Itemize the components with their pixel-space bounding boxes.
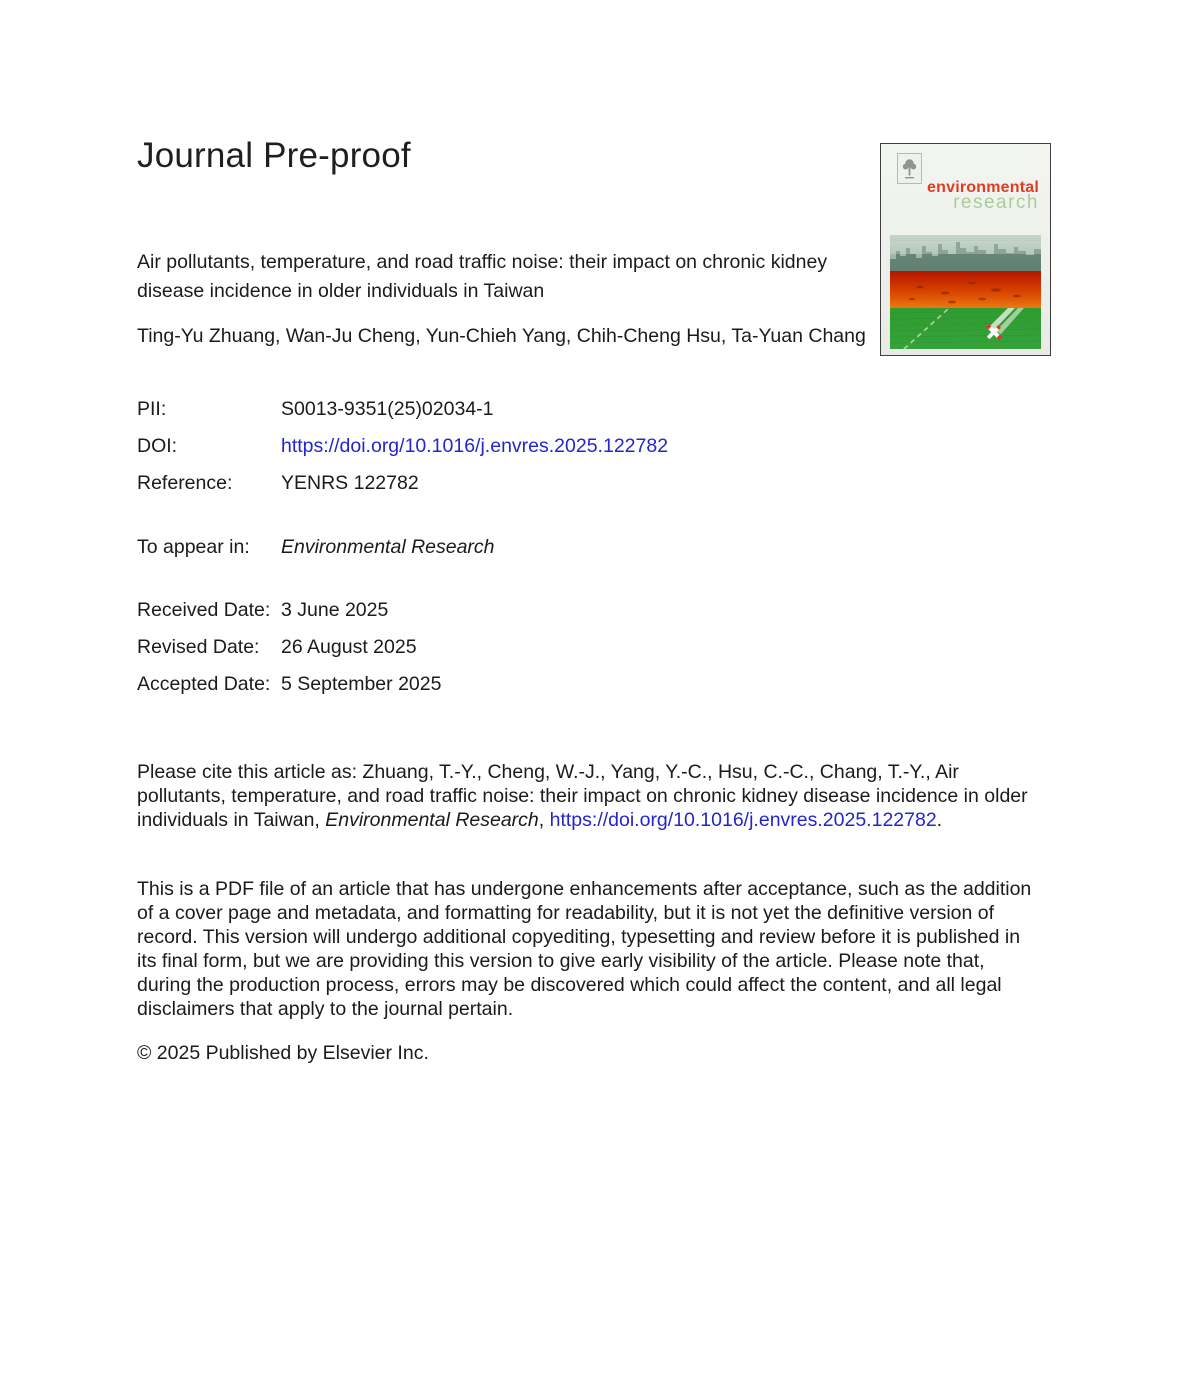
pii-value: S0013-9351(25)02034-1 — [281, 398, 494, 420]
article-title: Air pollutants, temperature, and road traffic noise: their impact on chronic kidney disease incidence in older individuals in Taiwan — [137, 251, 828, 302]
accepted-date-value: 5 September 2025 — [281, 673, 442, 695]
citation-period: . — [936, 809, 943, 831]
cover-art-image — [890, 235, 1041, 349]
accepted-date-label: Accepted Date: — [137, 673, 271, 695]
citation-doi-link[interactable]: https://doi.org/10.1016/j.envres.2025.122782 — [549, 809, 937, 831]
article-authors: Ting-Yu Zhuang, Wan-Ju Cheng, Yun-Chieh Yang, Chih-Cheng Hsu, Ta-Yuan Chang — [137, 325, 866, 347]
journal-name-research: research — [953, 192, 1039, 213]
pii-label: PII: — [137, 398, 167, 420]
received-date-value: 3 June 2025 — [281, 599, 389, 621]
meta-row-doi — [137, 435, 668, 458]
meta-row-received-date — [137, 599, 388, 622]
revised-date-value: 26 August 2025 — [281, 636, 417, 658]
received-date-label: Received Date: — [137, 599, 271, 621]
meta-row-pii — [137, 398, 494, 421]
reference-label: Reference: — [137, 472, 233, 494]
preproof-disclaimer: This is a PDF file of an article that has undergone enhancements after acceptance, such as the addition of a cover page and metadata, and formatting for readability, but it is not yet the definitive version of record. This version will undergo additional copyediting, typesetting and review before it is published in its final form, but we are providing this version to give early visibility of the article. Please note that, during the production process, errors may be discovered which could affect the content, and all legal disclaimers that apply to the journal pertain. — [137, 878, 1032, 1020]
to-appear-journal: Environmental Research — [281, 536, 495, 558]
citation-text: Please cite this article as: Zhuang, T.-Y., Cheng, W.-J., Yang, Y.-C., Hsu, C.-C., Chang, T.-Y., Air pollutants, temperature, and road traffic noise: their impact on chronic kidney disease incidence in older individuals in Taiwan, — [137, 761, 1028, 831]
revised-date-label: Revised Date: — [137, 636, 260, 658]
page-title: Journal Pre-proof — [137, 136, 411, 175]
to-appear-label: To appear in: — [137, 536, 250, 558]
journal-brand — [927, 180, 1039, 212]
meta-row-revised-date — [137, 636, 417, 659]
meta-row-to-appear-in — [137, 536, 495, 559]
meta-row-reference — [137, 472, 419, 495]
meta-row-accepted-date — [137, 673, 441, 696]
doi-label: DOI: — [137, 435, 178, 457]
doi-link[interactable]: https://doi.org/10.1016/j.envres.2025.122782 — [281, 435, 669, 457]
copyright-line: © 2025 Published by Elsevier Inc. — [137, 1042, 429, 1064]
citation-note — [137, 760, 1042, 832]
elsevier-tree-logo-icon — [897, 153, 922, 184]
journal-name-environmental: environmental — [927, 179, 1039, 196]
journal-cover — [880, 143, 1051, 356]
citation-journal-italic: Environmental Research — [325, 809, 539, 831]
reference-value: YENRS 122782 — [281, 472, 419, 494]
citation-separator: , — [538, 809, 550, 831]
